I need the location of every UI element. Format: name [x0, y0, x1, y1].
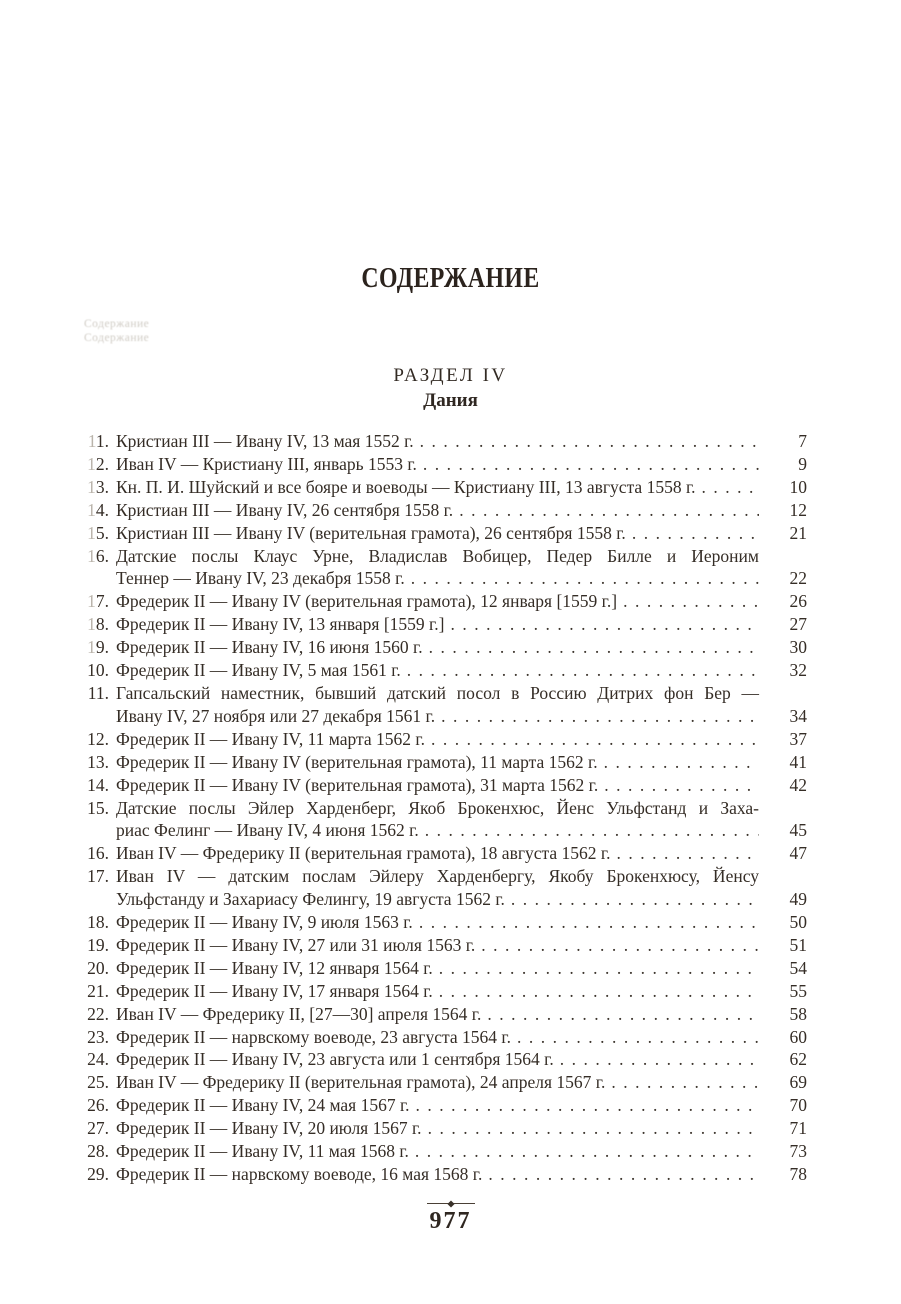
entry-title: Фредерик II — Ивану IV, 5 мая 1561 г.	[116, 660, 401, 681]
toc-list	[81, 430, 807, 1186]
entry-number-column	[81, 659, 109, 682]
toc-entry	[81, 865, 807, 911]
entry-page-number: 22	[789, 568, 807, 589]
entry-number-column	[81, 1048, 109, 1071]
toc-entry	[81, 911, 807, 934]
entry-number-column	[81, 865, 109, 888]
bleed-ghost-digit: 1	[87, 637, 96, 658]
entry-number-column	[81, 911, 109, 934]
dot-leader	[554, 1048, 759, 1071]
entry-page-number: 34	[789, 705, 807, 726]
entry-number-column	[81, 1094, 109, 1117]
entry-page-number: 70	[789, 1095, 807, 1116]
watermark-line: Содержание	[84, 318, 150, 330]
toc-entry	[81, 682, 807, 728]
entry-number-column	[81, 1003, 109, 1026]
entry-title: Иван IV — Фредерику II (верительная грамота), 18 августа 1562 г.	[116, 843, 611, 864]
entry-title: Иван IV — Кристиану III, январь 1553 г.	[116, 453, 417, 474]
entry-number: 9.	[95, 637, 109, 658]
entry-page-number: 9	[798, 453, 807, 474]
dot-leader	[511, 1026, 759, 1049]
entry-number: 8.	[95, 614, 109, 635]
entry-number-column	[81, 1163, 109, 1186]
entry-title-continued: риас Фелинг — Ивану IV, 4 июня 1562 г.	[116, 820, 419, 841]
entry-title: Кристиан III — Ивану IV (верительная грамота), 26 сентября 1558 г.	[116, 522, 626, 543]
entry-number: 6.	[95, 545, 109, 566]
page-number: 977	[429, 1208, 472, 1234]
entry-page-number: 30	[789, 637, 807, 658]
entry-title: Иван IV — Фредерику II, [27—30] апреля 1564 г.	[116, 1003, 482, 1024]
dot-leader	[598, 774, 759, 797]
toc-entry	[81, 1163, 807, 1186]
dot-leader	[433, 980, 759, 1003]
dot-leader	[696, 476, 759, 499]
dot-leader	[505, 888, 759, 911]
watermark-line: Содержание	[84, 331, 150, 344]
entry-number: 27.	[87, 1118, 109, 1139]
bleed-ghost-digit: 1	[87, 591, 96, 612]
entry-page-number: 12	[789, 499, 807, 520]
entry-number-column	[81, 545, 109, 568]
toc-entry	[81, 1140, 807, 1163]
toc-entry	[81, 613, 807, 636]
toc-entry	[81, 1003, 807, 1026]
entry-number-column	[81, 522, 109, 545]
entry-title: Кристиан III — Ивану IV, 26 сентября 1558 г.	[116, 499, 454, 520]
bleed-through-watermark	[84, 318, 149, 345]
entry-page-number: 54	[789, 957, 807, 978]
entry-page-number: 69	[789, 1072, 807, 1093]
toc-entry	[81, 774, 807, 797]
entry-number: 13.	[87, 751, 109, 772]
entry-number: 25.	[87, 1072, 109, 1093]
entry-page-number: 27	[789, 614, 807, 635]
toc-entry	[81, 934, 807, 957]
entry-number: 28.	[87, 1141, 109, 1162]
entry-title: Иван IV — Фредерику II (верительная грамота), 24 апреля 1567 г.	[116, 1072, 606, 1093]
dot-leader	[598, 751, 759, 774]
toc-entry	[81, 980, 807, 1003]
entry-number-column	[81, 934, 109, 957]
entry-title: Фредерик II — нарвскому воеводе, 23 августа 1564 г.	[116, 1026, 511, 1047]
toc-entry	[81, 1071, 807, 1094]
dot-leader	[481, 1003, 759, 1026]
toc-entry	[81, 430, 807, 453]
entry-number-column	[81, 613, 109, 636]
section-heading: РАЗДЕЛ IV	[393, 365, 508, 386]
toc-entry	[81, 1117, 807, 1140]
entry-page-number: 21	[789, 522, 807, 543]
entry-title: Фредерик II — Ивану IV, 20 июля 1567 г.	[116, 1118, 422, 1139]
entry-page-number: 45	[789, 820, 807, 841]
toc-entry	[81, 659, 807, 682]
entry-number: 29.	[87, 1164, 109, 1184]
entry-title: Фредерик II — Ивану IV, 16 июня 1560 г.	[116, 637, 423, 658]
entry-number-column	[81, 774, 109, 797]
entry-number-column	[81, 797, 109, 820]
page-title: СОДЕРЖАНИЕ	[361, 263, 540, 294]
entry-number: 11.	[87, 682, 109, 703]
entry-number: 1.	[95, 431, 109, 451]
dot-leader	[414, 430, 759, 453]
toc-entry	[81, 728, 807, 751]
entry-title: Фредерик II — Ивану IV, 12 января 1564 г.	[116, 957, 433, 978]
entry-page-number: 73	[789, 1141, 807, 1162]
toc-entry	[81, 957, 807, 980]
entry-title: Фредерик II — Ивану IV (верительная грамота), 31 марта 1562 г.	[116, 774, 599, 795]
entry-number-column	[81, 751, 109, 774]
bleed-ghost-digit: 1	[87, 476, 96, 497]
entry-number: 24.	[87, 1049, 109, 1070]
entry-page-number: 7	[798, 431, 807, 451]
entry-number: 15.	[87, 797, 109, 818]
toc-entry	[81, 1026, 807, 1049]
entry-title: Фредерик II — нарвскому воеводе, 16 мая 1568 г.	[116, 1164, 483, 1184]
toc-entry	[81, 842, 807, 865]
entry-page-number: 41	[789, 751, 807, 772]
dot-leader	[605, 1071, 759, 1094]
entry-title-continued: Ивану IV, 27 ноября или 27 декабря 1561 г.	[116, 705, 436, 726]
entry-number: 17.	[87, 866, 109, 887]
entry-page-number: 55	[789, 980, 807, 1001]
dot-leader	[611, 842, 760, 865]
entry-number: 3.	[95, 476, 109, 497]
entry-title-continued: Теннер — Ивану IV, 23 декабря 1558 г.	[116, 568, 405, 589]
page-footer	[0, 1203, 901, 1235]
entry-number: 16.	[87, 843, 109, 864]
dot-leader	[617, 590, 759, 613]
toc-entry	[81, 797, 807, 843]
entry-number: 4.	[95, 499, 109, 520]
entry-number-column	[81, 430, 109, 453]
dot-leader	[444, 613, 759, 636]
entry-title: Фредерик II — Ивану IV, 11 мая 1568 г.	[116, 1141, 409, 1162]
dot-leader	[475, 934, 759, 957]
entry-page-number: 51	[789, 934, 807, 955]
entry-title: Фредерик II — Ивану IV, 24 мая 1567 г.	[116, 1095, 410, 1116]
bleed-ghost-digit: 1	[87, 522, 96, 543]
dot-leader	[422, 1117, 759, 1140]
entry-number-column	[81, 1071, 109, 1094]
entry-number-column	[81, 453, 109, 476]
entry-number: 10.	[87, 660, 109, 681]
dot-leader	[435, 705, 759, 728]
entry-number: 12.	[87, 728, 109, 749]
dot-leader	[409, 1140, 759, 1163]
entry-page-number: 78	[789, 1164, 807, 1184]
entry-number: 2.	[95, 453, 109, 474]
entry-title: Фредерик II — Ивану IV, 23 августа или 1 сентября 1564 г.	[116, 1049, 554, 1070]
entry-number: 20.	[87, 957, 109, 978]
entry-title: Кристиан III — Ивану IV, 13 мая 1552 г.	[116, 431, 414, 451]
entry-title: Фредерик II — Ивану IV, 27 или 31 июля 1563 г.	[116, 934, 476, 955]
entry-title: Датские послы Эйлер Харденберг, Якоб Брокенхюс, Йенс Ульфстанд и Заха-	[116, 797, 759, 818]
entry-number: 23.	[87, 1026, 109, 1047]
entry-title: Фредерик II — Ивану IV, 9 июля 1563 г.	[116, 912, 413, 933]
dot-leader	[626, 522, 759, 545]
dot-leader	[413, 911, 759, 934]
entry-page-number: 62	[789, 1049, 807, 1070]
bleed-ghost-digit: 1	[87, 431, 96, 451]
entry-page-number: 60	[789, 1026, 807, 1047]
entry-title: Фредерик II — Ивану IV, 13 января [1559 г.]	[116, 614, 445, 635]
toc-entry	[81, 590, 807, 613]
entry-number: 21.	[87, 980, 109, 1001]
entry-title: Фредерик II — Ивану IV (верительная грамота), 12 января [1559 г.]	[116, 591, 618, 612]
dot-leader	[417, 453, 759, 476]
dot-leader	[410, 1094, 759, 1117]
dot-leader	[401, 659, 759, 682]
entry-page-number: 37	[789, 728, 807, 749]
entry-title: Фредерик II — Ивану IV, 17 января 1564 г.	[116, 980, 433, 1001]
dot-leader	[405, 567, 759, 590]
entry-page-number: 50	[789, 912, 807, 933]
entry-number: 22.	[87, 1003, 109, 1024]
entry-number: 7.	[95, 591, 109, 612]
toc-entry	[81, 476, 807, 499]
entry-title: Датские послы Клаус Урне, Владислав Вобицер, Педер Билле и Иероним	[116, 545, 759, 566]
entry-number-column	[81, 842, 109, 865]
entry-number-column	[81, 1026, 109, 1049]
chapter-heading: Дания	[423, 390, 478, 411]
entry-number: 5.	[95, 522, 109, 543]
entry-title-continued: Ульфстанду и Захариасу Фелингу, 19 августа 1562 г.	[116, 889, 505, 910]
entry-number-column	[81, 590, 109, 613]
toc-entry	[81, 1048, 807, 1071]
entry-title: Гапсальский наместник, бывший датский посол в Россию Дитрих фон Бер —	[116, 682, 759, 703]
entry-number-column	[81, 682, 109, 705]
entry-number-column	[81, 476, 109, 499]
entry-number-column	[81, 499, 109, 522]
dot-leader	[423, 636, 759, 659]
entry-number-column	[81, 957, 109, 980]
footer-rule-ornament	[427, 1203, 475, 1204]
toc-entry	[81, 522, 807, 545]
toc-entry	[81, 751, 807, 774]
entry-page-number: 26	[789, 591, 807, 612]
entry-number: 14.	[87, 774, 109, 795]
entry-title: Фредерик II — Ивану IV, 11 марта 1562 г.	[116, 728, 425, 749]
entry-page-number: 49	[789, 889, 807, 910]
entry-number: 19.	[87, 934, 109, 955]
entry-title: Иван IV — датским послам Эйлеру Харденбергу, Якобу Брокенхюсу, Йенсу	[116, 866, 759, 887]
entry-number-column	[81, 1140, 109, 1163]
dot-leader	[419, 819, 759, 842]
entry-number: 18.	[87, 912, 109, 933]
entry-number-column	[81, 636, 109, 659]
toc-entry	[81, 636, 807, 659]
entry-page-number: 32	[789, 660, 807, 681]
entry-number-column	[81, 1117, 109, 1140]
entry-number-column	[81, 728, 109, 751]
toc-entry	[81, 1094, 807, 1117]
entry-number: 26.	[87, 1095, 109, 1116]
toc-entry	[81, 453, 807, 476]
toc-entry	[81, 499, 807, 522]
entry-title: Фредерик II — Ивану IV (верительная грамота), 11 марта 1562 г.	[116, 751, 598, 772]
diamond-icon	[447, 1200, 454, 1207]
dot-leader	[453, 499, 759, 522]
entry-page-number: 71	[789, 1118, 807, 1139]
toc-entry	[81, 545, 807, 591]
bleed-ghost-digit: 1	[87, 499, 96, 520]
dot-leader	[482, 1163, 759, 1186]
entry-title: Кн. П. И. Шуйский и все бояре и воеводы — Кристиану III, 13 августа 1558 г.	[116, 476, 696, 497]
bleed-ghost-digit: 1	[87, 545, 96, 566]
bleed-ghost-digit: 1	[87, 453, 96, 474]
entry-page-number: 58	[789, 1003, 807, 1024]
entry-number-column	[81, 980, 109, 1003]
entry-page-number: 42	[789, 774, 807, 795]
bleed-ghost-digit: 1	[87, 614, 96, 635]
dot-leader	[425, 728, 759, 751]
entry-page-number: 10	[789, 476, 807, 497]
entry-page-number: 47	[789, 843, 807, 864]
dot-leader	[433, 957, 759, 980]
